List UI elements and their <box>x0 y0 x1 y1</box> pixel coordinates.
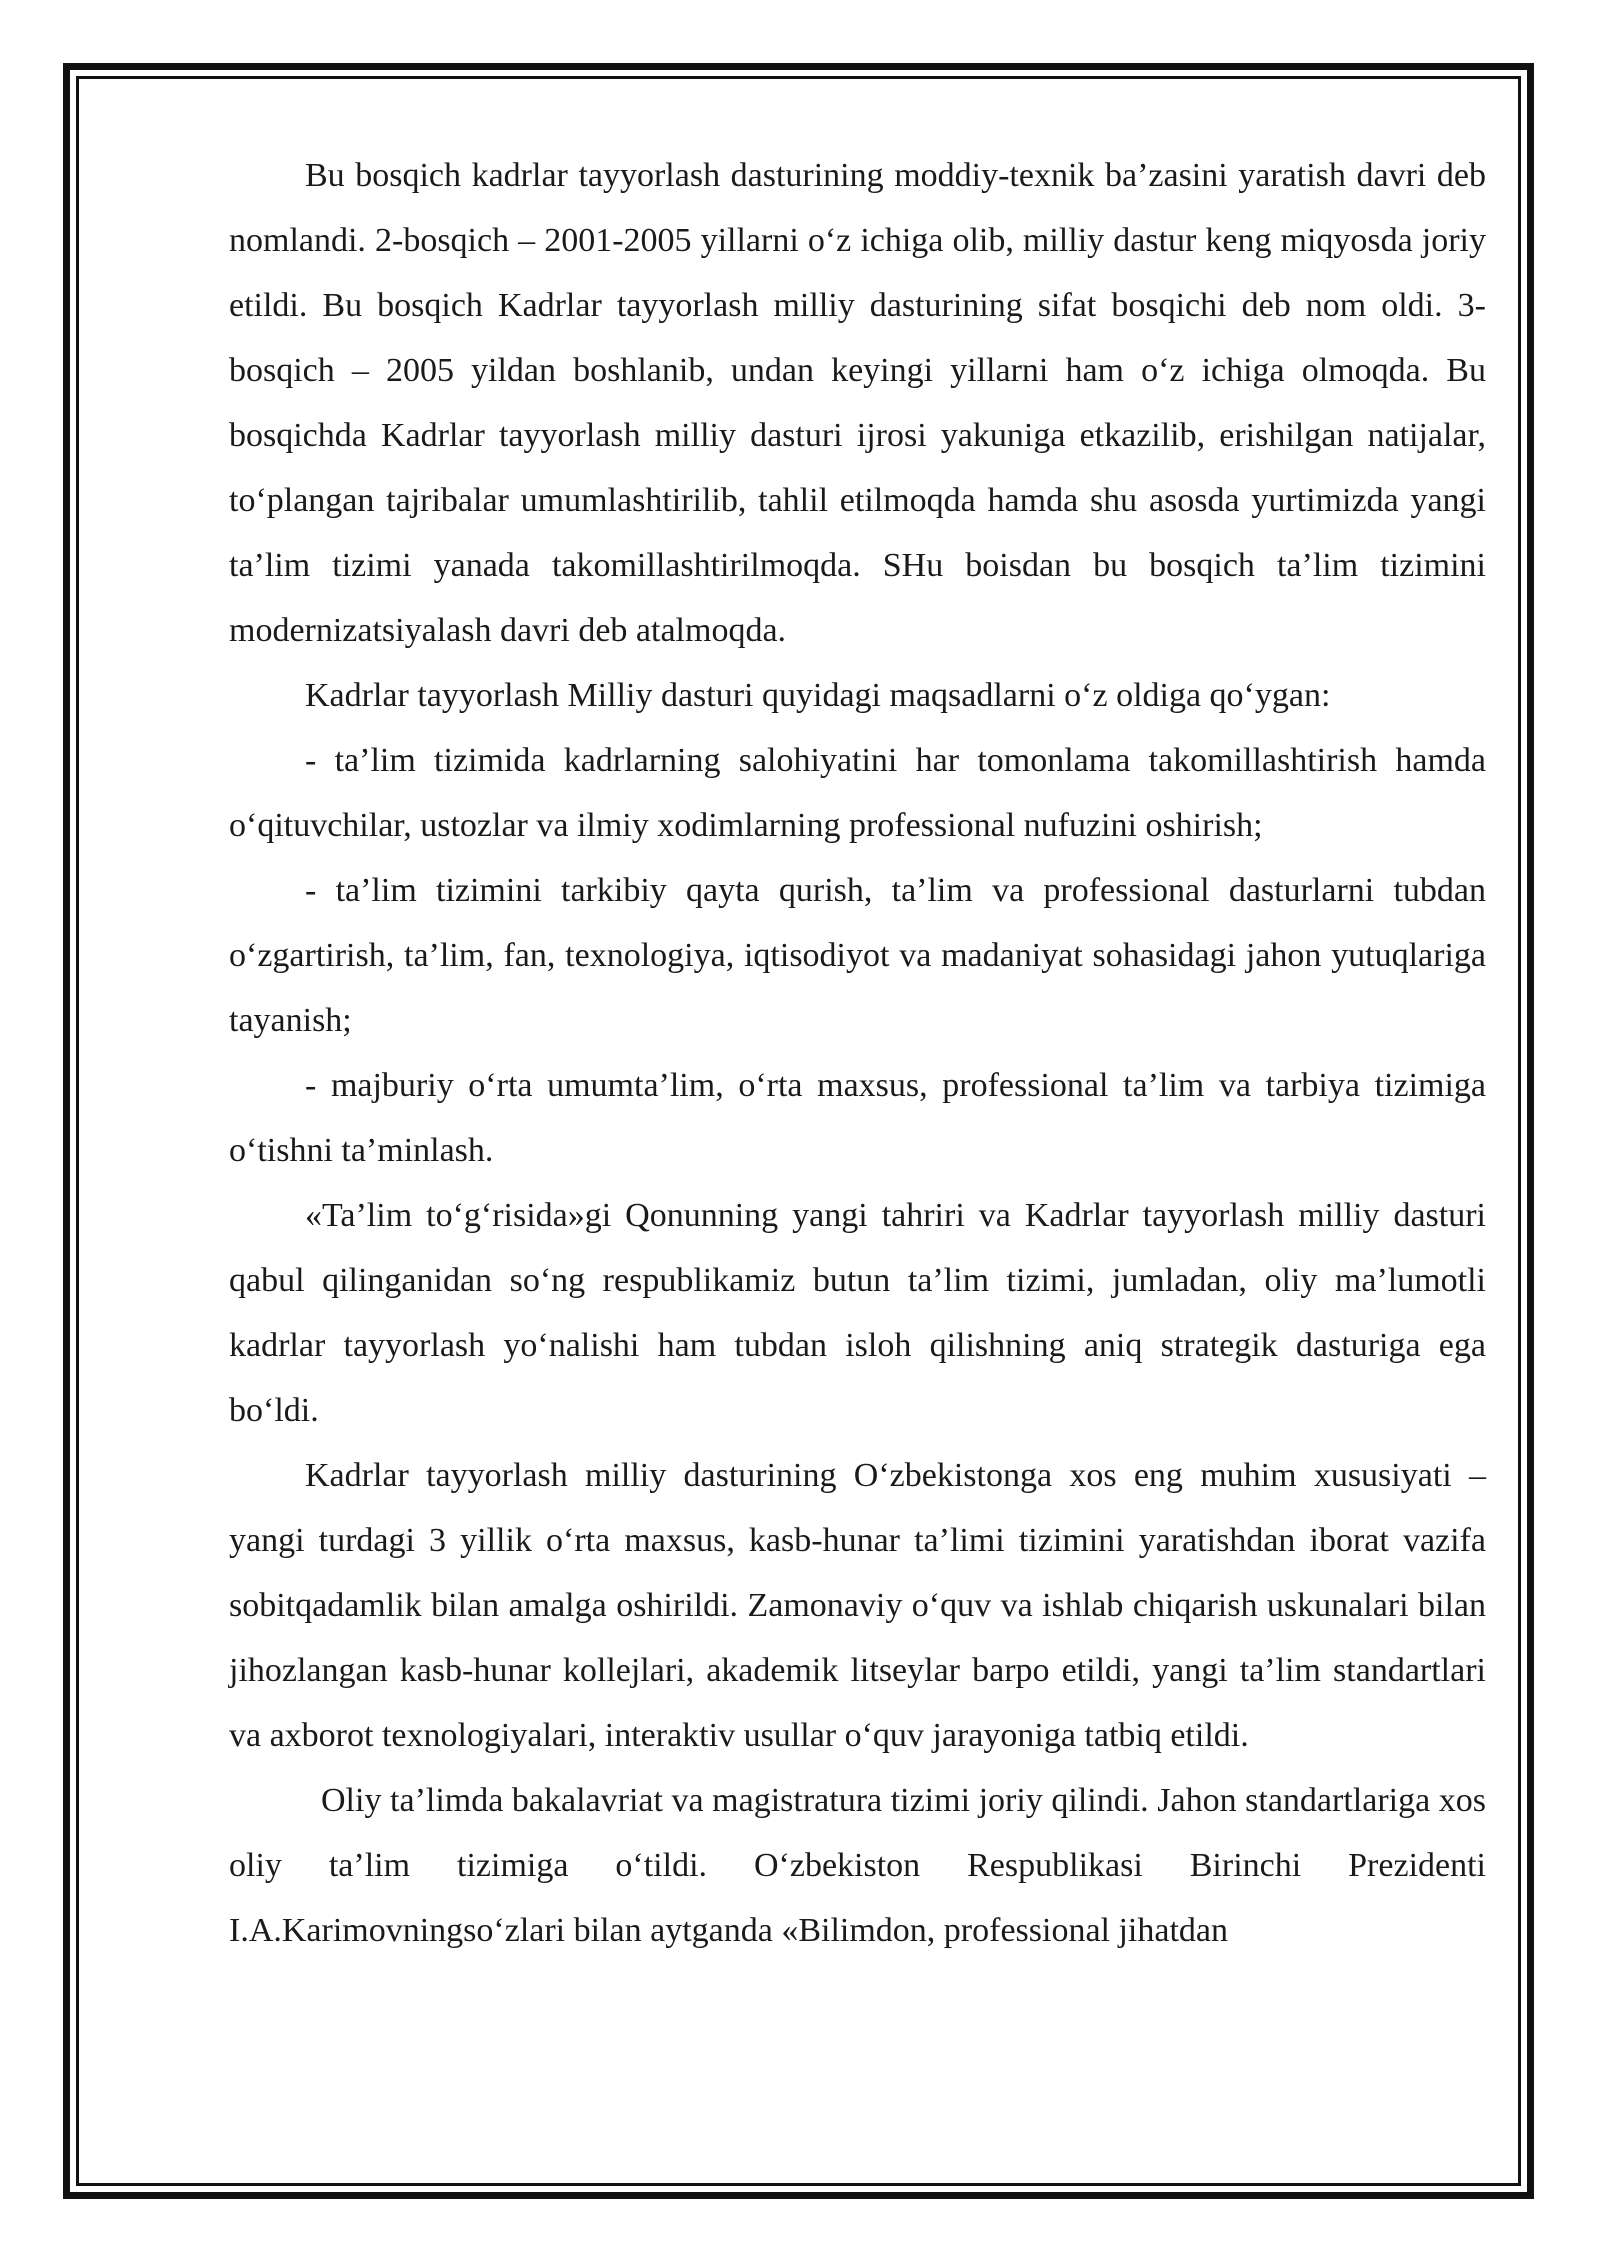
paragraph-goal-2: - ta’lim tizimini tarkibiy qayta qurish, ta’lim va professional dasturlarni tubdan o‘zgartirish, ta’lim, fan, texnologiya, iqtisodiyot va madaniyat sohasidagi jahon yutuqlariga tayanish; <box>229 872 1486 1039</box>
document-body <box>229 143 1486 1963</box>
paragraph-feature: Kadrlar tayyorlash milliy dasturining O‘zbekistonga xos eng muhim xususiyati – yangi turdagi 3 yillik o‘rta maxsus, kasb-hunar ta’limi tizimini yaratishdan iborat vazifa sobitqadamlik bilan amalga oshirildi. Zamonaviy o‘quv va ishlab chiqarish uskunalari bilan jihozlangan kasb-hunar kollejlari, akademik litseylar barpo etildi, yangi ta’lim standartlari va axborot texnologiyalari, interaktiv usullar o‘quv jarayoniga tatbiq etildi. <box>229 1457 1486 1754</box>
paragraph-law: «Ta’lim to‘g‘risida»gi Qonunning yangi tahriri va Kadrlar tayyorlash milliy dasturi qabul qilinganidan so‘ng respublikamiz butun ta’lim tizimi, jumladan, oliy ma’lumotli kadrlar tayyorlash yo‘nalishi ham tubdan isloh qilishning aniq strategik dasturiga ega bo‘ldi. <box>229 1197 1486 1429</box>
paragraph-stages: Bu bosqich kadrlar tayyorlash dasturining moddiy-texnik ba’zasini yaratish davri deb nomlandi. 2-bosqich – 2001-2005 yillarni o‘z ichiga olib, milliy dastur keng miqyosda joriy etildi. Bu bosqich Kadrlar tayyorlash milliy dasturining sifat bosqichi deb nom oldi. 3-bosqich – 2005 yildan boshlanib, undan keyingi yillarni ham o‘z ichiga olmoqda. Bu bosqichda Kadrlar tayyorlash milliy dasturi ijrosi yakuniga etkazilib, erishilgan natijalar, to‘plangan tajribalar umumlashtirilib, tahlil etilmoqda hamda shu asosda yurtimizda yangi ta’lim tizimi yanada takomillashtirilmoqda. SHu boisdan bu bosqich ta’lim tizimini modernizatsiyalash davri deb atalmoqda. <box>229 157 1486 649</box>
paragraph-goal-3: - majburiy o‘rta umumta’lim, o‘rta maxsus, professional ta’lim va tarbiya tizimiga o‘tishni ta’minlash. <box>229 1067 1486 1169</box>
paragraph-higher-education: Oliy ta’limda bakalavriat va magistratura tizimi joriy qilindi. Jahon standartlariga xos oliy ta’lim tizimiga o‘tildi. O‘zbekiston Respublikasi Birinchi Prezidenti I.A.Karimovningso‘zlari bilan aytganda «Bilimdon, professional jihatdan <box>229 1782 1486 1949</box>
paragraph-goals-intro: Kadrlar tayyorlash Milliy dasturi quyidagi maqsadlarni o‘z oldiga qo‘ygan: <box>305 677 1331 714</box>
paragraph-goal-1: - ta’lim tizimida kadrlarning salohiyatini har tomonlama takomillashtirish hamda o‘qituvchilar, ustozlar va ilmiy xodimlarning professional nufuzini oshirish; <box>229 742 1486 844</box>
